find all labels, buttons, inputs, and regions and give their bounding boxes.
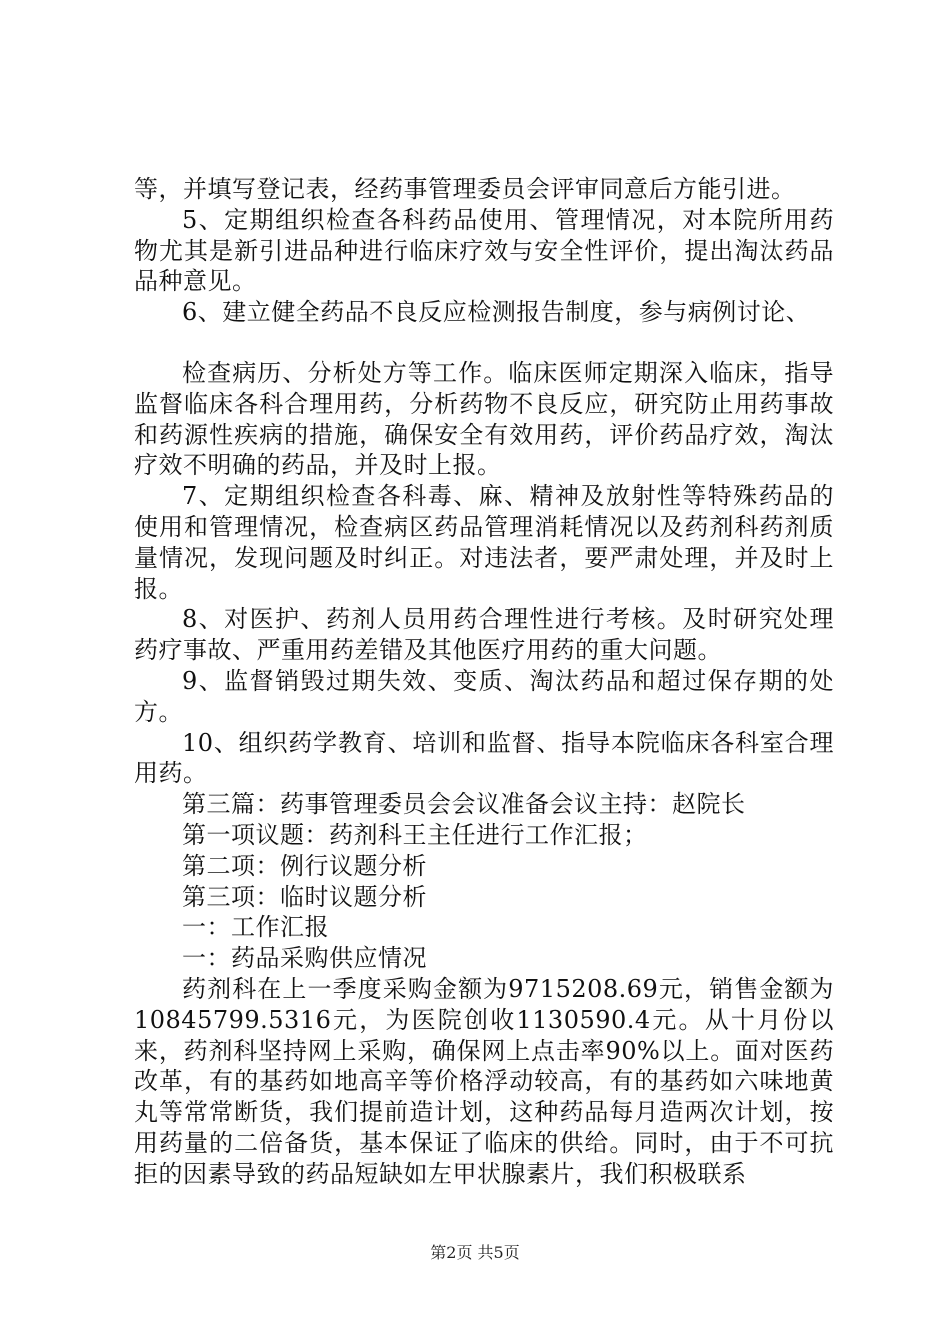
paragraph: 9、监督销毁过期失效、变质、淘汰药品和超过保存期的处方。 [134, 666, 834, 726]
text-block-main [134, 358, 834, 1190]
page-footer: 第2页 共5页 [430, 1243, 520, 1262]
paragraph: 8、对医护、药剂人员用药合理性进行考核。及时研究处理药疗事故、严重用药差错及其他医疗用药的重大问题。 [134, 605, 834, 665]
agenda-item: 第二项：例行议题分析 [182, 851, 427, 880]
paragraph: 5、定期组织检查各科药品使用、管理情况，对本院所用药物尤其是新引进品种进行临床疗效与安全性评价，提出淘汰药品品种意见。 [134, 205, 834, 296]
paragraph: 10、组织药学教育、培训和监督、指导本院临床各科室合理用药。 [134, 728, 834, 788]
paragraph: 药剂科在上一季度采购金额为9715208.69元，销售金额为10845799.5316元，为医院创收1130590.4元。从十月份以来，药剂科坚持网上采购，确保网上点击率90%以上。面对医药改革，有的基药如地高辛等价格浮动较高，有的基药如六味地黄丸等常常断货，我们提前造计划，这种药品每月造两次计划，按用药量的二倍备货，基本保证了临床的供给。同时，由于不可抗拒的因素导致的药品短缺如左甲状腺素片，我们积极联系 [134, 974, 834, 1188]
text-block-top [134, 174, 834, 328]
paragraph: 等，并填写登记表，经药事管理委员会评审同意后方能引进。 [134, 175, 796, 203]
section-heading: 第三篇：药事管理委员会会议准备会议主持：赵院长 [182, 790, 746, 819]
paragraph: 检查病历、分析处方等工作。临床医师定期深入临床，指导监督临床各科合理用药，分析药物不良反应，研究防止用药事故和药源性疾病的措施，确保安全有效用药，评价药品疗效，淘汰疗效不明确的药品，并及时上报。 [134, 359, 834, 480]
agenda-item: 第一项议题：药剂科王主任进行工作汇报； [182, 820, 648, 849]
subsection-heading: 一：药品采购供应情况 [182, 944, 427, 973]
paragraph: 7、定期组织检查各科毒、麻、精神及放射性等特殊药品的使用和管理情况，检查病区药品管理消耗情况以及药剂科药剂质量情况，发现问题及时纠正。对违法者，要严肃处理，并及时上报。 [134, 482, 834, 603]
subsection-heading: 一：工作汇报 [182, 913, 329, 942]
agenda-item: 第三项：临时议题分析 [182, 882, 427, 911]
paragraph: 6、建立健全药品不良反应检测报告制度，参与病例讨论、 [182, 298, 811, 327]
